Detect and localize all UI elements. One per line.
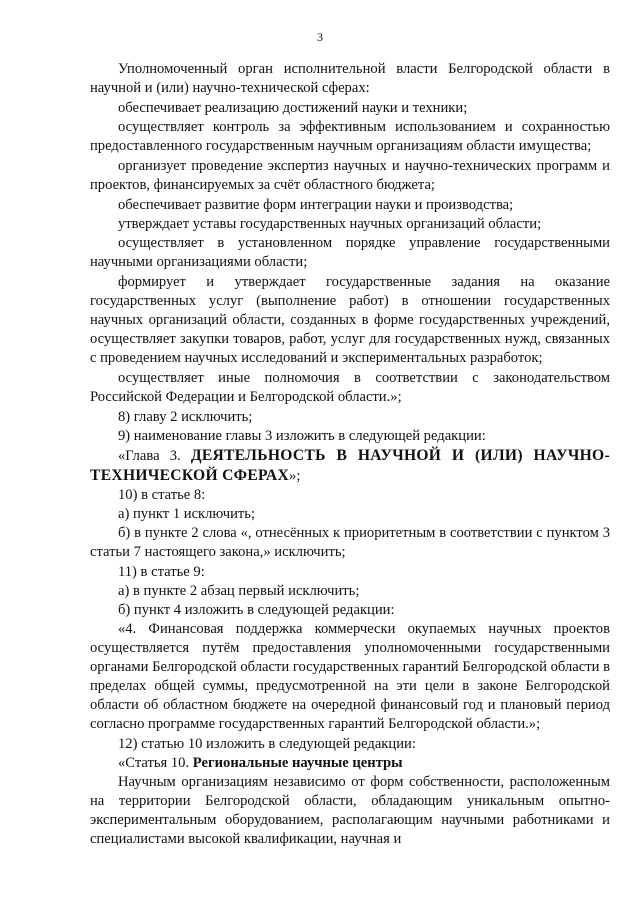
paragraph: б) в пункте 2 слова «, отнесённых к приоритетным в соответствии с пунктом 3 статьи 7 настоящего закона,» исключить; [90, 525, 610, 560]
paragraph: Научным организациям независимо от форм собственности, расположенным на территории Белгородской области, обладающим уникальным опытно-экспериментальным оборудованием, располагающим научными работниками и специалистами высокой квалификации, научная и [90, 774, 610, 847]
paragraph: утверждает уставы государственных научных организаций области; [118, 216, 542, 232]
page-number: 3 [317, 30, 323, 44]
chapter-heading [90, 446, 610, 486]
document-body [90, 60, 610, 849]
paragraph: осуществляет контроль за эффективным использованием и сохранностью предоставленного государственным научным организациям области имущества; [90, 119, 610, 154]
chapter-heading-title: ДЕЯТЕЛЬНОСТЬ В НАУЧНОЙ И (ИЛИ) НАУЧНО-ТЕХНИЧЕСКОЙ СФЕРАХ [90, 447, 610, 484]
paragraph: организует проведение экспертиз научных и научно-технических программ и проектов, финансируемых за счёт областного бюджета; [90, 158, 610, 193]
paragraph: 12) статью 10 изложить в следующей редакции: [118, 736, 416, 752]
chapter-heading-prefix: «Глава 3. [118, 448, 191, 464]
paragraph: «4. Финансовая поддержка коммерчески окупаемых научных проектов осуществляется путём предоставления уполномоченными государственными органами Белгородской области государственных гарантий Белгородской области в пределах общей суммы, предусмотренной на эти цели в законе Белгородской области об областном бюджете на очередной финансовый год и плановый период согласно программе государственных гарантий Белгородской области.»; [90, 621, 610, 732]
chapter-heading-suffix: »; [289, 468, 301, 484]
article-heading [90, 754, 610, 773]
paragraph: обеспечивает реализацию достижений науки и техники; [118, 100, 468, 116]
paragraph: Уполномоченный орган исполнительной власти Белгородской области в научной и (или) научно-технической сферах: [90, 61, 610, 96]
paragraph: а) в пункте 2 абзац первый исключить; [118, 583, 360, 599]
paragraph: 10) в статье 8: [118, 487, 206, 503]
article-heading-prefix: «Статья 10. [118, 755, 193, 771]
paragraph: формирует и утверждает государственные задания на оказание государственных услуг (выполнение работ) в отношении государственных научных организаций области, созданных в форме государственных учреждений, осуществляет закупки товаров, работ, услуг для государственных нужд, связанных с проведением научных исследований и экспериментальных разработок; [90, 274, 610, 366]
paragraph: 8) главу 2 исключить; [118, 409, 253, 425]
paragraph: осуществляет иные полномочия в соответствии с законодательством Российской Федерации и Белгородской области.»; [90, 370, 610, 405]
paragraph: а) пункт 1 исключить; [118, 506, 256, 522]
paragraph: 11) в статье 9: [118, 564, 205, 580]
paragraph: осуществляет в установленном порядке управление государственными научными организациями области; [90, 235, 610, 270]
paragraph: 9) наименование главы 3 изложить в следующей редакции: [118, 428, 486, 444]
article-heading-title: Региональные научные центры [192, 755, 403, 771]
paragraph: б) пункт 4 изложить в следующей редакции: [118, 602, 395, 618]
paragraph: обеспечивает развитие форм интеграции науки и производства; [118, 197, 514, 213]
